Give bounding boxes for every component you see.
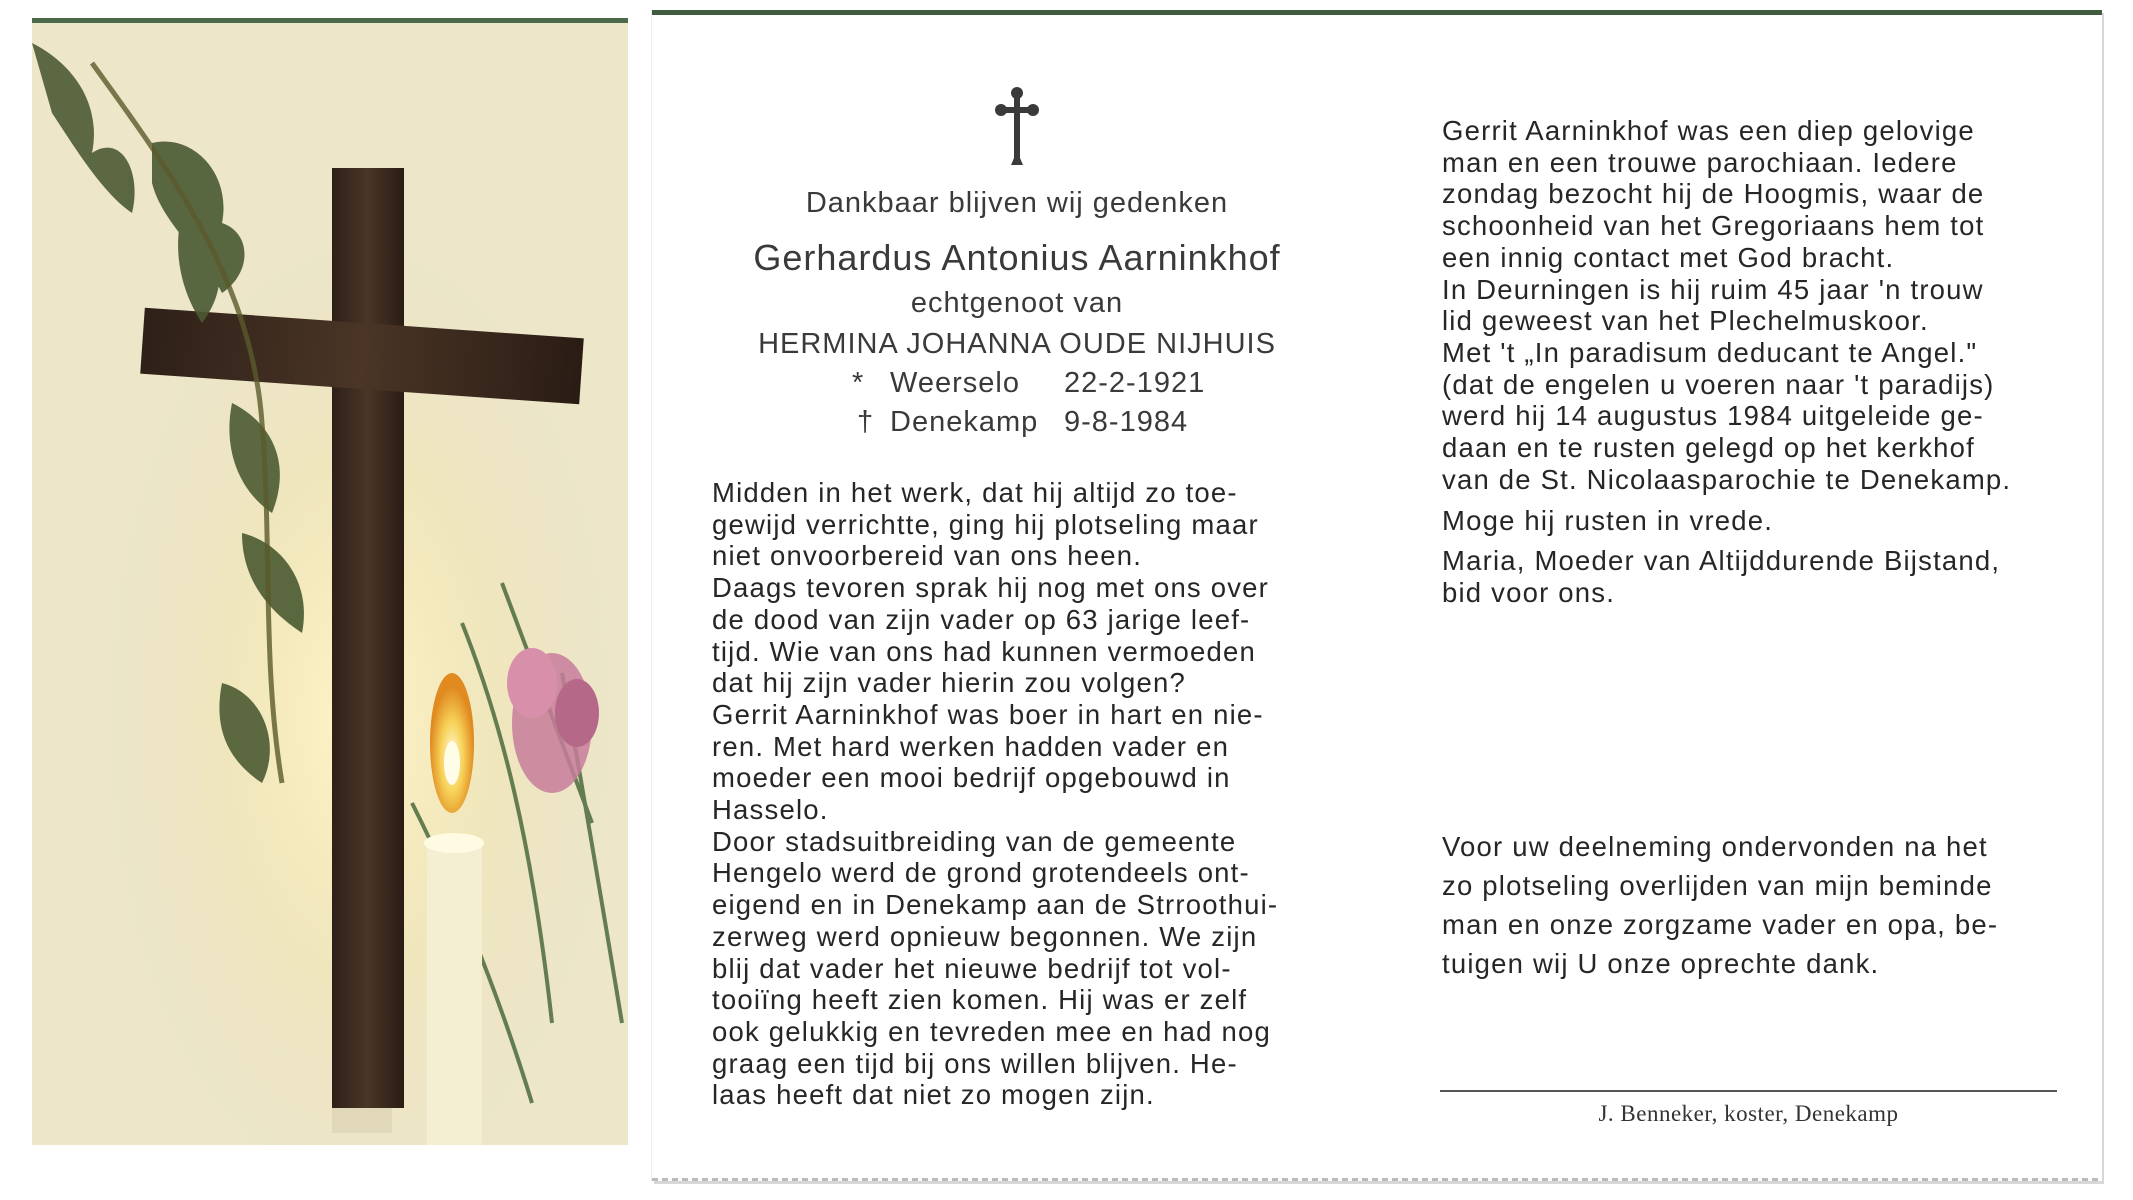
- memorial-photo: [32, 18, 628, 1145]
- divider: [1440, 1090, 2057, 1092]
- birth-date: 22-2-1921: [1064, 367, 1206, 399]
- thanks-text: Voor uw deelneming ondervonden na het zo plotseling overlijden van mijn beminde man en onze zorgzame vader en opa, be- tuigen wij U onze oprechte dank.: [1442, 831, 1999, 979]
- birth-place: Weerselo: [890, 367, 1020, 399]
- life-story-text: Midden in het werk, dat hij altijd zo toe- gewijd verrichtte, ging hij plotseling maar niet onvoorbereid van ons heen. Daags tevoren sprak hij nog met ons over de dood van zijn vader op 63 jarige leef- tijd. Wie van ons had kunnen vermoeden dat hij zijn vader hierin zou volgen? Gerrit Aarninkhof was boer in hart en nie- ren. Met hard werken hadden vader en moeder een mooi bedrijf opgebouwd in Hasselo. Door stadsuitbreiding van de gemeente Hengelo werd de grond grotendeels ont- eigend en in Denekamp aan de Strroothui- zerweg werd opnieuw begonnen. We zijn blij dat vader het nieuwe bedrijf tot vol- tooiïng heeft zien komen. Hij was er zelf ook gelukkig en tevreden mee en had nog graag een tijd bij ons willen blijven. He- laas heeft dat niet zo mogen zijn.: [712, 477, 1279, 1111]
- prayer-card: [652, 10, 2102, 1181]
- cross-candle-illustration: [32, 23, 628, 1145]
- spouse-label: echtgenoot van: [910, 287, 1124, 319]
- spouse-name: HERMINA JOHANNA OUDE NIJHUIS: [758, 328, 1276, 360]
- prayer-text: Maria, Moeder van Altijddurende Bijstand, bid voor ons.: [1442, 545, 2001, 608]
- intro-line: Dankbaar blijven wij gedenken: [805, 187, 1229, 219]
- death-date: 9-8-1984: [1064, 406, 1189, 438]
- rest-in-peace-text: Moge hij rusten in vrede.: [1442, 505, 1774, 536]
- deceased-name: Gerhardus Antonius Aarninkhof: [753, 237, 1281, 278]
- printer-signature: J. Benneker, koster, Denekamp: [1598, 1101, 1899, 1126]
- death-symbol: †: [857, 406, 875, 438]
- faith-text: Gerrit Aarninkhof was een diep gelovige man en een trouwe parochiaan. Iedere zondag bezocht hij de Hoogmis, waar de schoonheid van het Gregoriaans hem tot een innig contact met God bracht. In Deurningen is hij ruim 45 jaar 'n trouw lid geweest van het Plechelmuskoor. Met 't „In paradisum deducant te Angel." (dat de engelen u voeren naar 't paradijs) werd hij 14 augustus 1984 uitgeleide ge- daan en te rusten gelegd op het kerkhof van de St. Nicolaasparochie te Denekamp.: [1442, 115, 2012, 495]
- birth-symbol: *: [852, 367, 865, 399]
- cross-vertical-beam: [332, 168, 404, 1108]
- death-place: Denekamp: [890, 406, 1039, 438]
- cross-icon: [992, 87, 1042, 167]
